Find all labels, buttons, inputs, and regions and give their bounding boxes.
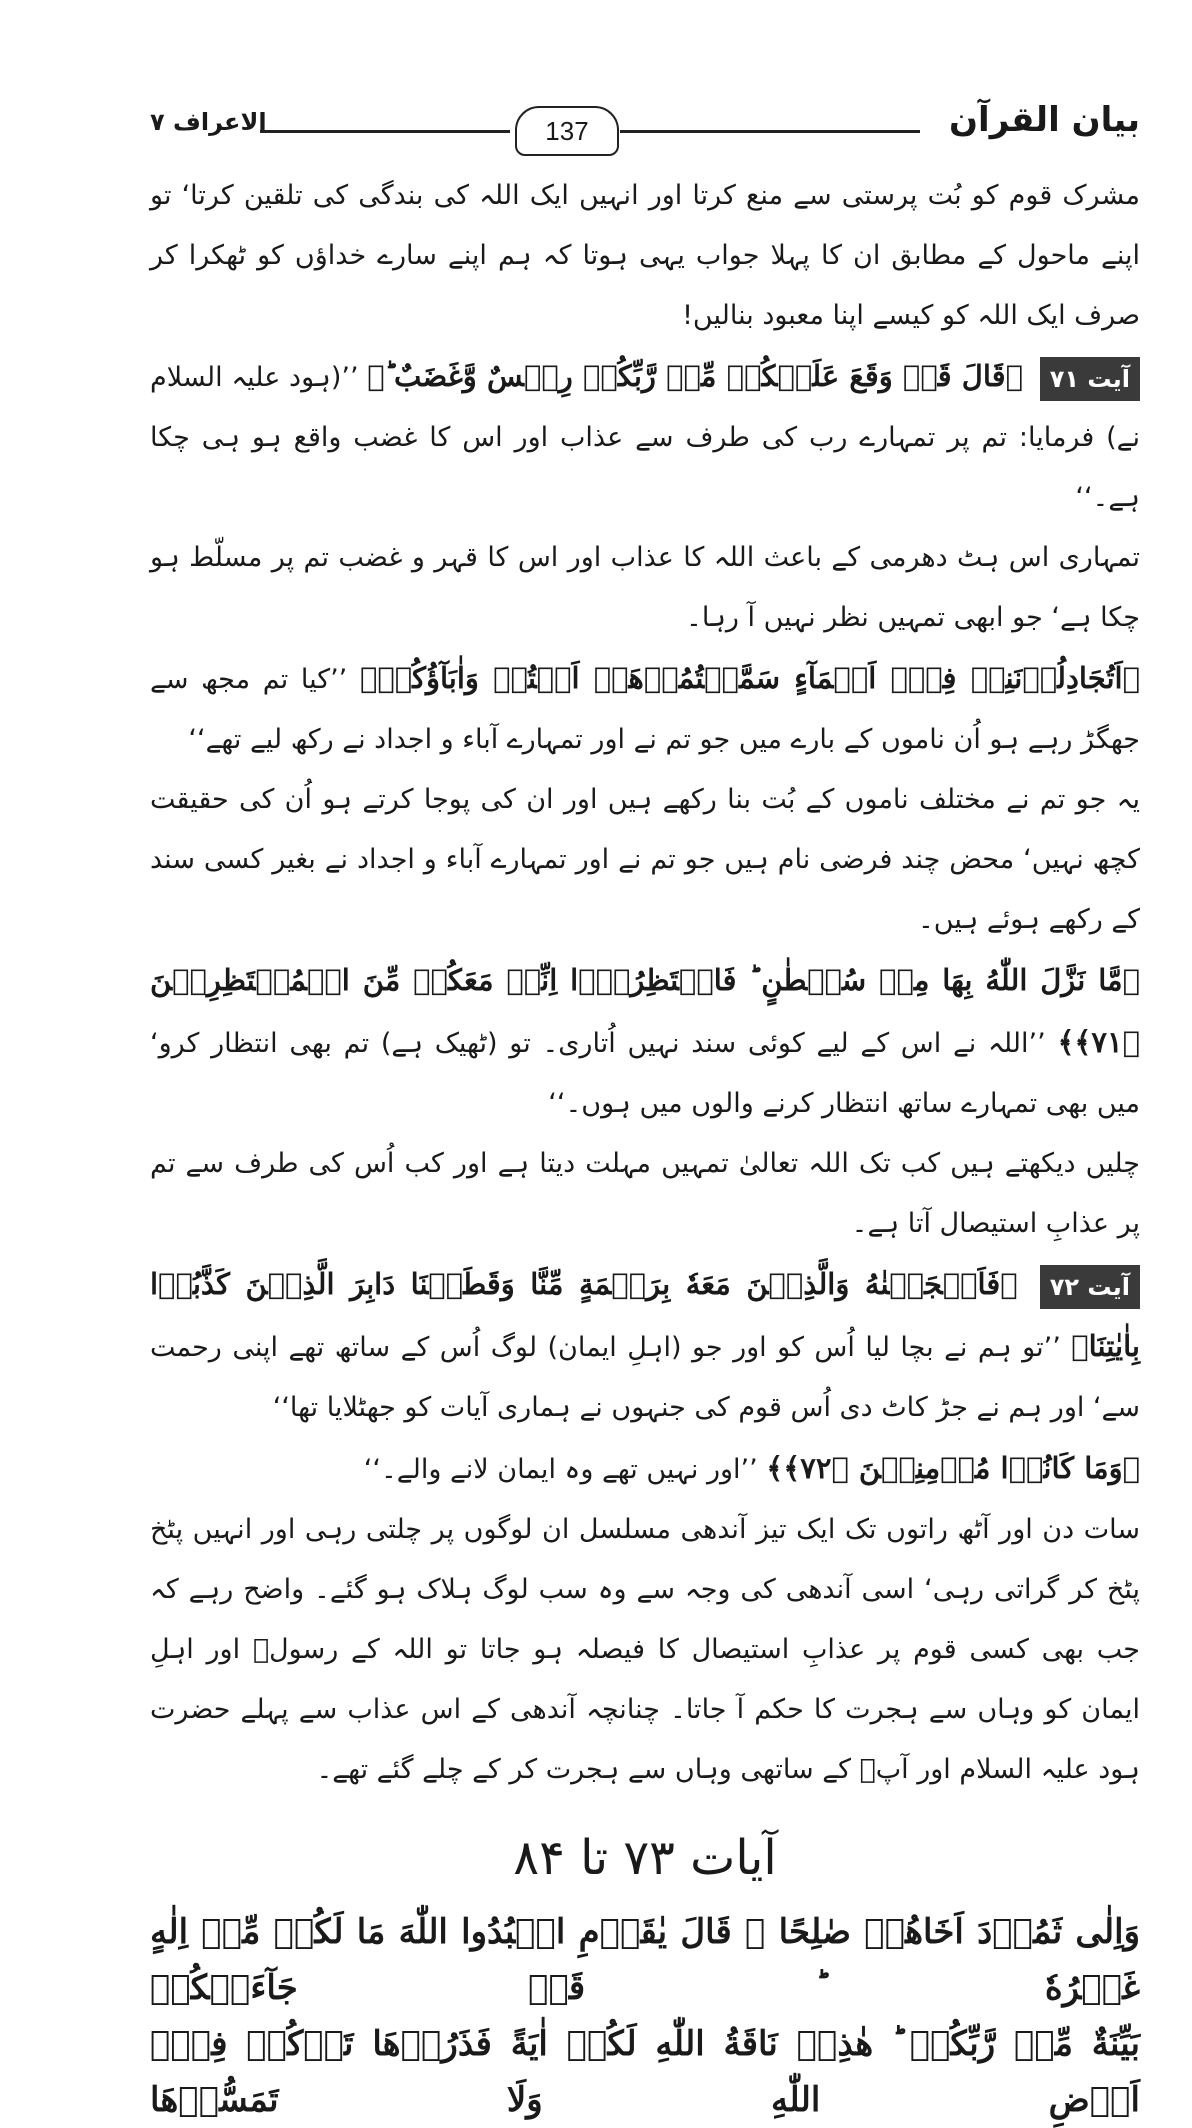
page-content <box>150 166 1140 2128</box>
ayah-72-label: آیت ۷۲ <box>1040 1265 1140 1309</box>
ayah-71-arabic: ﴿قَالَ قَدۡ وَقَعَ عَلَیۡکُمۡ مِّنۡ رَّبِّکُمۡ رِجۡسٌ وَّغَضَبٌ ؕ﴾ <box>367 359 1023 393</box>
ayah-72-arabic: ﴿فَاَنۡجَیۡنٰهُ وَالَّذِیۡنَ مَعَهٗ بِرَحۡمَةٍ مِّنَّا وَقَطَعۡنَا دَابِرَ الَّذِیۡنَ کَذَّبُوۡا بِاٰیٰتِنَا﴾ <box>150 1267 1140 1363</box>
quote-1-block <box>150 648 1140 770</box>
book-title: بیان القرآن <box>949 100 1140 140</box>
ayah-71-translation: ’’(ہود علیہ السلام نے) فرمایا: تم پر تمہارے رب کی طرف سے عذاب اور اس کا غضب واقع ہو ہی چکا ہے۔‘‘ <box>150 362 1140 513</box>
quote-1-arabic: ﴿اَتُجَادِلُوۡنَنِیۡ فِیۡۤ اَسۡمَآءٍ سَمَّیۡتُمُوۡهَاۤ اَنۡتُمۡ وَاٰبَآؤُکُمۡ﴾ <box>359 661 1140 695</box>
ayah-72-translation: ’’تو ہم نے بچا لیا اُس کو اور جو (اہلِ ایمان) لوگ اُس کے ساتھ تھے اپنی رحمت سے‘ اور ہم نے جڑ کاٹ دی اُس قوم کی جنہوں نے ہماری آیات کو جھٹلایا تھا‘‘ <box>150 1332 1140 1423</box>
quote-1-translation: ’’کیا تم مجھ سے جھگڑ رہے ہو اُن ناموں کے بارے میں جو تم نے اور تمہارے آباء و اجداد نے رکھ لیے تھے‘‘ <box>150 664 1140 755</box>
quote-2-arabic: ﴿مَّا نَزَّلَ اللّٰهُ بِهَا مِنۡ سُلۡطٰنٍ ؕ فَانۡتَظِرُوۡۤا اِنِّیۡ مَعَکُمۡ مِّنَ الۡمُنۡتَظِرِیۡنَ ﴿۷۱﴾﴾ <box>150 963 1140 1059</box>
header-rule-left <box>260 130 510 133</box>
paragraph-intro: مشرک قوم کو بُت پرستی سے منع کرتا اور انہیں ایک اللہ کی بندگی کی تلقین کرتا‘ تو اپنے ماحول کے مطابق ان کا پہلا جواب یہی ہوتا کہ ہم اپنے سارے خداؤں کو ٹھکرا کر صرف ایک اللہ کو کیسے اپنا معبود بنالیں! <box>150 180 1140 331</box>
quote-2-block <box>150 950 1140 1134</box>
quote-3-translation: ’’اور نہیں تھے وہ ایمان لانے والے۔‘‘ <box>363 1454 758 1485</box>
ayah-71-block <box>150 346 1140 528</box>
section-title: آیات ۷۳ تا ۸۴ <box>513 1830 777 1886</box>
verse-line-1: وَاِلٰی ثَمُوۡدَ اَخَاهُمۡ صٰلِحًا ۘ قَالَ یٰقَوۡمِ اعۡبُدُوا اللّٰهَ مَا لَکُمۡ مِّنۡ اِلٰهٍ غَیۡرُهٗ ؕ قَدۡ جَآءَتۡکُمۡ <box>150 1912 1140 2008</box>
surah-name: الاعراف ۷ <box>150 108 267 136</box>
header-rule-right <box>620 130 920 133</box>
verse-line-2: بَیِّنَةٌ مِّنۡ رَّبِّکُمۡ ؕ هٰذِهٖ نَاقَةُ اللّٰهِ لَکُمۡ اٰیَةً فَذَرُوۡهَا تَاۡکُلۡ فِیۡۤ اَرۡضِ اللّٰهِ وَلَا تَمَسُّوۡهَا <box>150 2024 1140 2120</box>
quote-3-block <box>150 1438 1140 1500</box>
paragraph-commentary-1: تمہاری اس ہٹ دھرمی کے باعث اللہ کا عذاب اور اس کا قہر و غضب تم پر مسلّط ہو چکا ہے‘ جو ابھی تمہیں نظر نہیں آ رہا۔ <box>150 542 1140 633</box>
paragraph-commentary-4: سات دن اور آٹھ راتوں تک ایک تیز آندھی مسلسل ان لوگوں پر چلتی رہی اور انہیں پٹخ پٹخ کر گراتی رہی‘ اسی آندھی کی وجہ سے وہ سب لوگ ہلاک ہو گئے۔ واضح رہے کہ جب بھی کسی قوم پر عذابِ استیصال کا فیصلہ ہو جاتا تو اللہ کے رسولؑ اور اہلِ ایمان کو وہاں سے ہجرت کا حکم آ جاتا۔ چنانچہ آندھی کے اس عذاب سے پہلے حضرت ہود علیہ السلام اور آپؑ کے ساتھی وہاں سے ہجرت کر کے چلے گئے تھے۔ <box>150 1514 1140 1785</box>
paragraph-commentary-2: یہ جو تم نے مختلف ناموں کے بُت بنا رکھے ہیں اور ان کی پوجا کرتے ہو اُن کی حقیقت کچھ نہیں‘ محض چند فرضی نام ہیں جو تم نے اور تمہارے آباء و اجداد نے بغیر کسی سند کے رکھے ہوئے ہیں۔ <box>150 784 1140 935</box>
quote-3-arabic: ﴿وَمَا کَانُوۡا مُؤۡمِنِیۡنَ ﴿۷۲﴾﴾ <box>766 1451 1140 1485</box>
page-number: 137 <box>515 106 619 156</box>
ayah-72-block <box>150 1254 1140 1438</box>
ayah-71-label: آیت ۷۱ <box>1040 357 1140 401</box>
paragraph-commentary-3: چلیں دیکھتے ہیں کب تک اللہ تعالیٰ تمہیں مہلت دیتا ہے اور کب اُس کی طرف سے تم پر عذابِ استیصال آتا ہے۔ <box>150 1148 1140 1239</box>
page-header <box>150 100 1140 160</box>
document-page <box>150 100 1140 2120</box>
quote-2-translation: ’’اللہ نے اس کے لیے کوئی سند نہیں اُتاری۔ تو (ٹھیک ہے) تم بھی انتظار کرو‘ میں بھی تمہارے ساتھ انتظار کرنے والوں میں ہوں۔‘‘ <box>150 1028 1140 1119</box>
